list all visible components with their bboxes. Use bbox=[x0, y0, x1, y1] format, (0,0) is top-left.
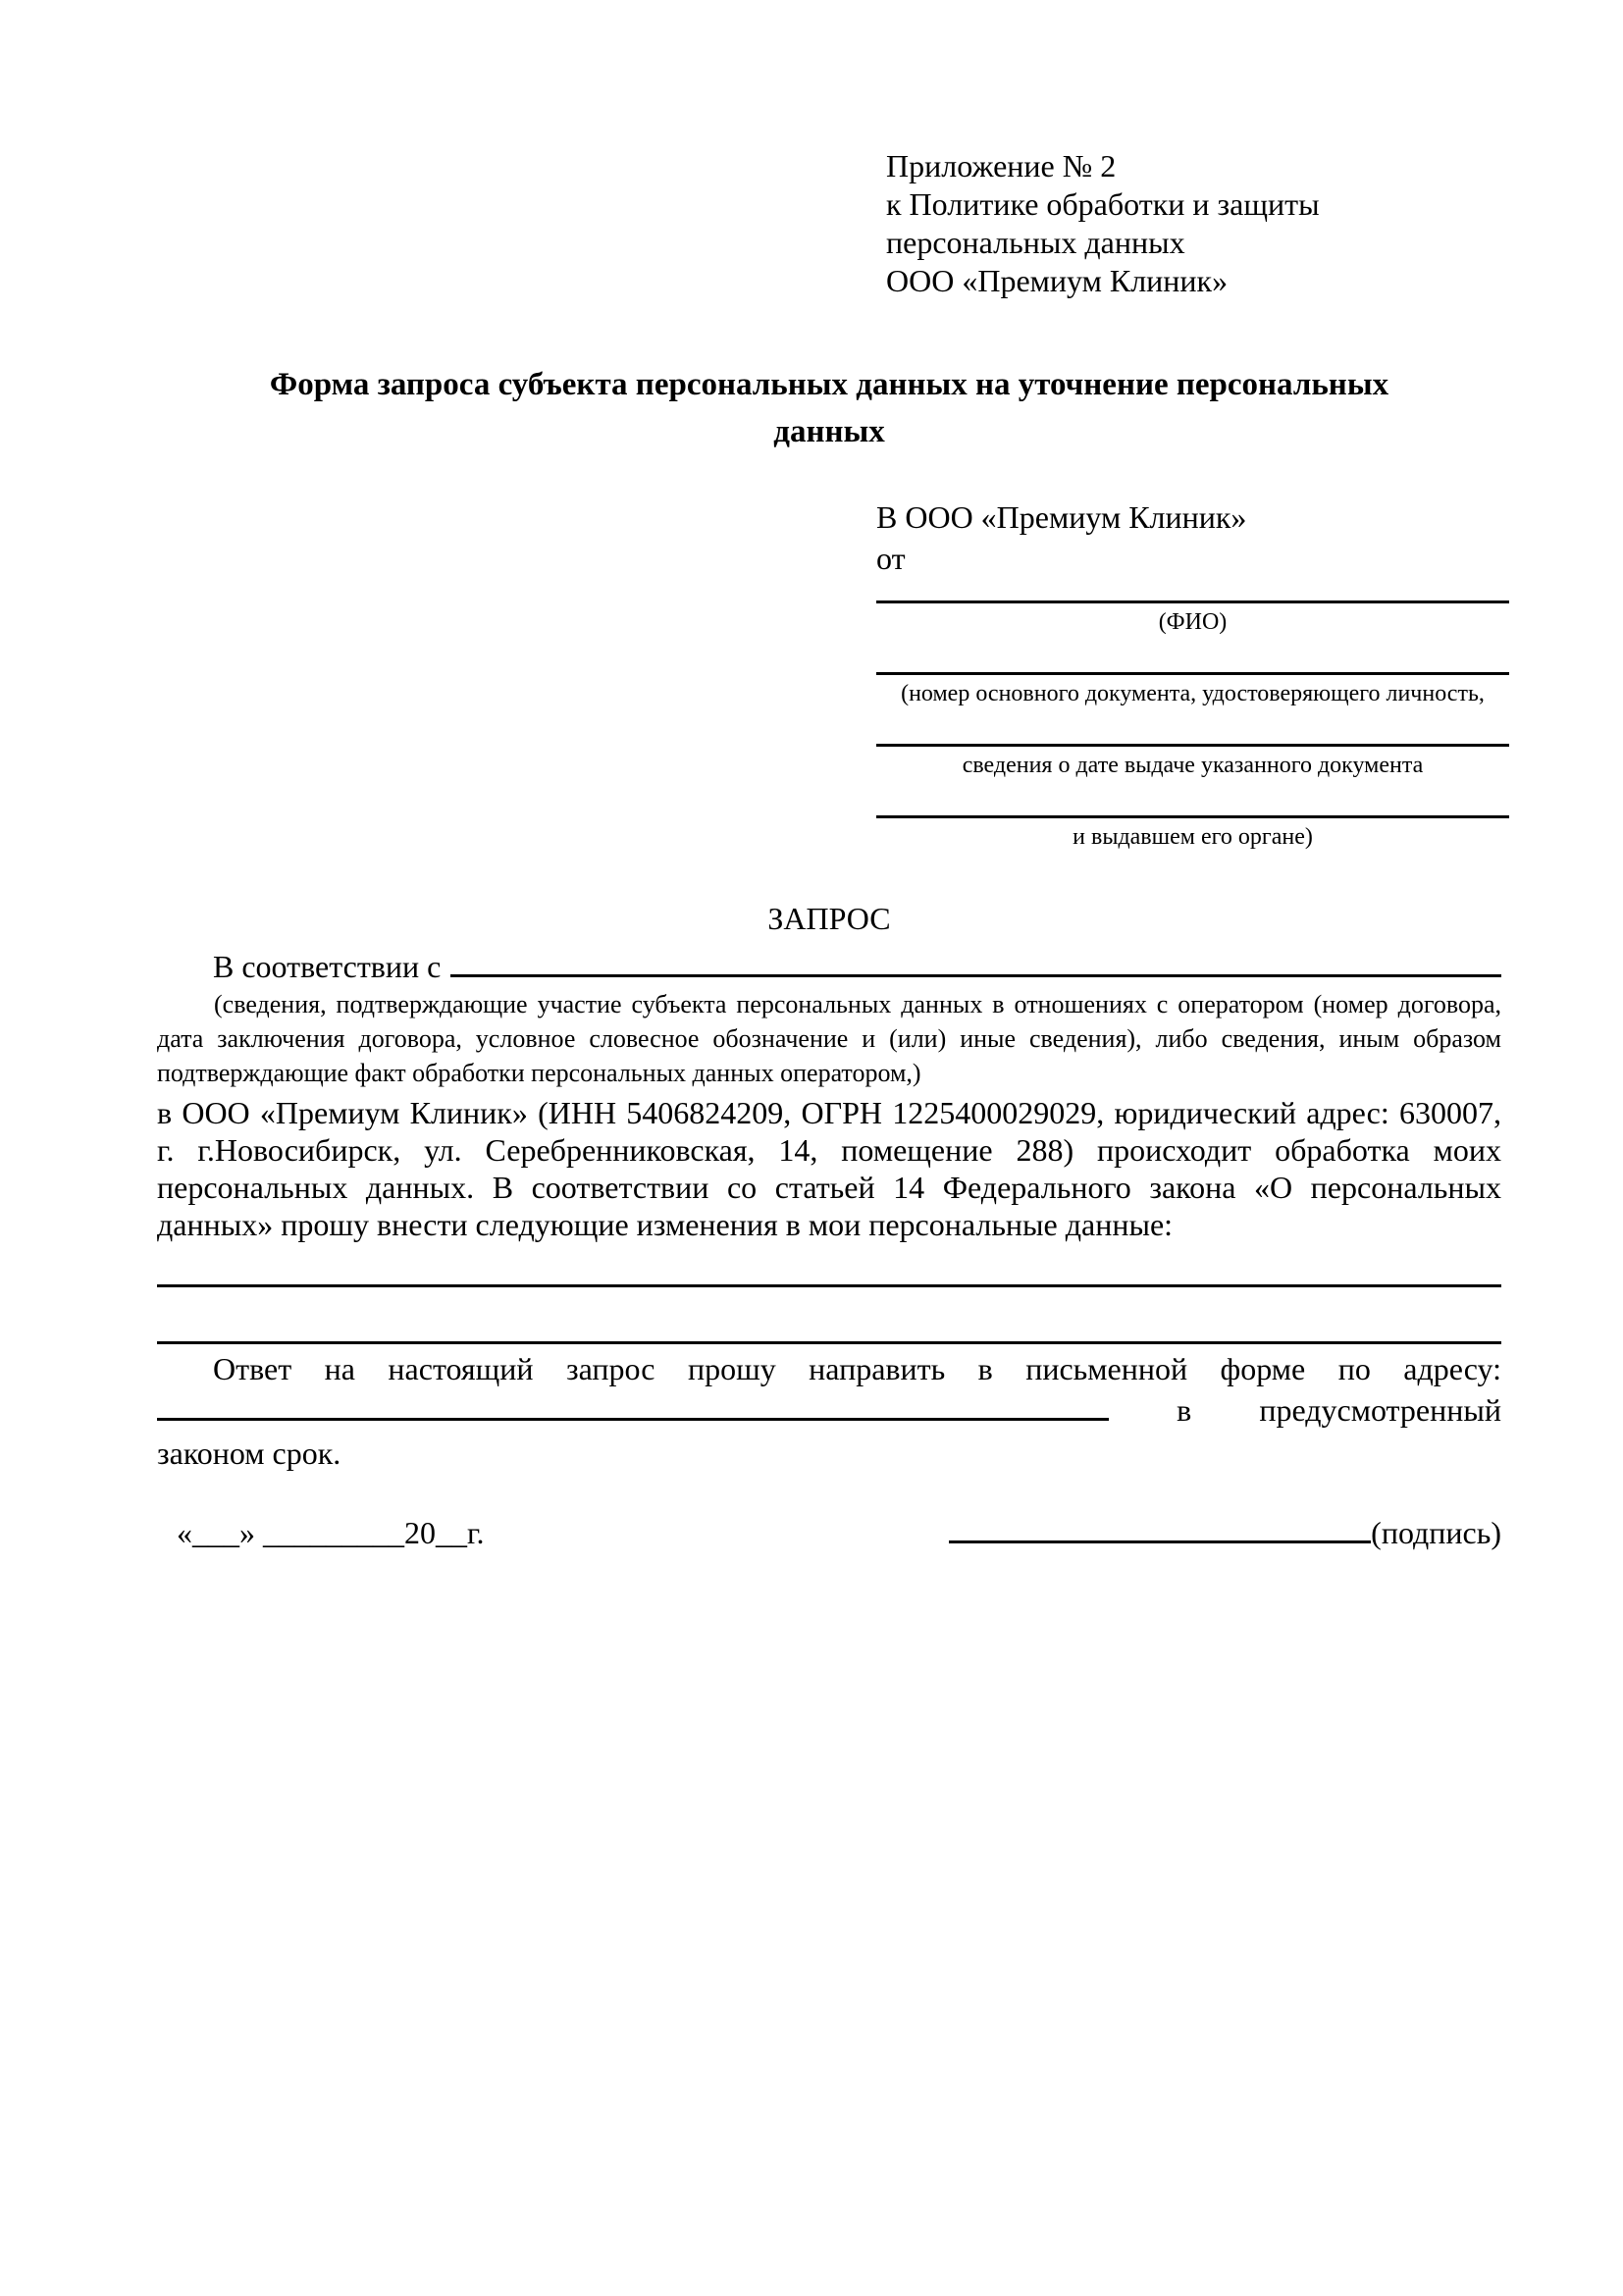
appendix-header-line-4: ООО «Премиум Клиник» bbox=[886, 263, 1229, 298]
appendix-header-line-3: персональных данных bbox=[886, 225, 1185, 260]
signature-fill-line bbox=[949, 1514, 1371, 1543]
accordance-fill-line bbox=[450, 944, 1501, 977]
reply-closing-line: законом срок. bbox=[157, 1435, 341, 1471]
fio-caption: (ФИО) bbox=[1158, 609, 1228, 635]
addressee-from-label: от bbox=[876, 541, 906, 576]
date-field: «___» _________20__г. bbox=[177, 1515, 485, 1550]
reply-address-fill-line bbox=[157, 1391, 1109, 1421]
changes-fill-line-1 bbox=[157, 1284, 1501, 1287]
fine-print-note: (сведения, подтверждающие участие субъекта персональных данных в отношениях с оператором (номер договора, дата заключения договора, условное словесное обозначение и (или) иные сведения), либо сведения, иным образом подтверждающие факт обработки персональных данных оператором,) bbox=[157, 990, 1501, 1087]
appendix-header-line-1: Приложение № 2 bbox=[886, 148, 1117, 183]
reply-address-row bbox=[157, 1391, 1501, 1429]
document-number-caption: (номер основного документа, удостоверяющего личность, bbox=[901, 681, 1485, 706]
issue-date-caption: сведения о дате выдаче указанного документа bbox=[962, 753, 1424, 778]
addressee-block bbox=[876, 496, 1509, 852]
date-signature-row bbox=[157, 1513, 1501, 1552]
signature-group bbox=[949, 1513, 1501, 1552]
appendix-header-line-2: к Политике обработки и защиты bbox=[886, 186, 1320, 222]
reply-request-paragraph: Ответ на настоящий запрос прошу направить в письменной форме по адресу: bbox=[213, 1351, 1501, 1386]
accordance-row bbox=[157, 944, 1501, 985]
issuing-authority-caption: и выдавшем его органе) bbox=[1073, 824, 1313, 850]
reply-tail-word-2: предусмотренный bbox=[1259, 1392, 1501, 1428]
appendix-header bbox=[886, 147, 1514, 300]
changes-fill-line-2 bbox=[157, 1341, 1501, 1344]
signature-caption: (подпись) bbox=[1371, 1515, 1501, 1550]
reply-tail-word-1: в bbox=[1177, 1392, 1192, 1428]
addressee-to-line: В ООО «Премиум Клиник» bbox=[876, 499, 1247, 535]
request-heading: ЗАПРОС bbox=[767, 901, 891, 936]
page-title: Форма запроса субъекта персональных данных на уточнение персональных данных bbox=[269, 367, 1389, 449]
request-body-paragraph: в ООО «Премиум Клиник» (ИНН 5406824209, ОГРН 1225400029029, юридический адрес: 630007, г. г.Новосибирск, ул. Серебренниковская, 14, помещение 288) происходит обработка моих персональных данных. В соответствии со статьей 14 Федерального закона «О персональных данных» прошу внести следующие изменения в мои персональные данные: bbox=[157, 1095, 1501, 1242]
accordance-prefix: В соответствии с bbox=[213, 949, 442, 984]
